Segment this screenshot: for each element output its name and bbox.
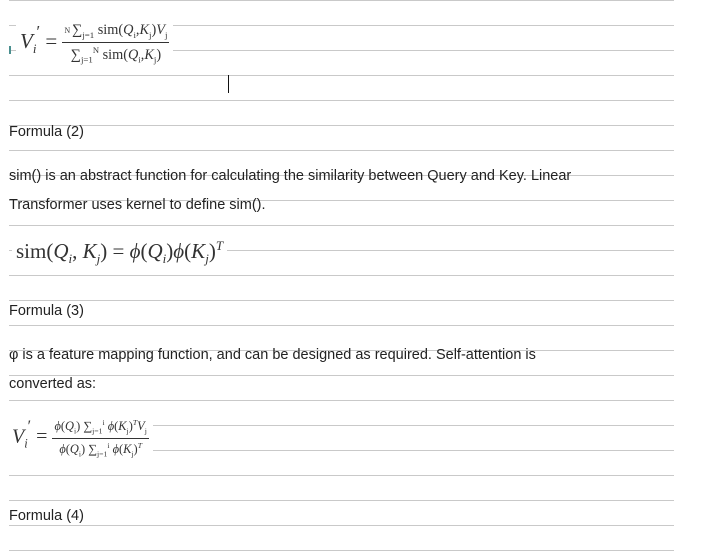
rule-line xyxy=(9,325,674,326)
formula-3-caption: Formula (3) xyxy=(9,303,84,319)
rule-line xyxy=(9,375,674,376)
rule-line xyxy=(9,475,674,476)
paragraph-1-line-1: sim() is an abstract function for calculating the similarity between Query and Key. Linear xyxy=(9,168,572,184)
rule-line xyxy=(9,300,674,301)
ruled-lines-background xyxy=(9,0,674,554)
rule-line xyxy=(9,75,674,76)
formula-2-image[interactable]: $V_i'$ = N $\sum_{j=1}$ $sim(Q_i,K_j)V_j$ $\sum_{j=1}^N$ $sim(Q_i,K_j)$ xyxy=(16,20,173,66)
rule-line xyxy=(9,100,674,101)
formula-3-image[interactable]: $sim(Q_i$, $K_j) = \phi(Q_i)\phi(K_j)^T$ xyxy=(12,238,227,267)
rule-line xyxy=(9,0,674,1)
rule-line xyxy=(9,150,674,151)
formula-4-image[interactable]: $V_i'$ = $\frac{\phi(Q_i) \sum_{j=1}^i \phi(K_j)^TV_j}{\phi(Q_i) \sum_{j=1}^i \phi(K_j)^T}$ xyxy=(8,418,153,458)
paragraph-2-line-1: φ is a feature mapping function, and can be designed as required. Self-attention is xyxy=(9,347,536,363)
rule-line xyxy=(9,550,674,551)
rule-line xyxy=(9,500,674,501)
paragraph-1-line-2: Transformer uses kernel to define sim(). xyxy=(9,197,266,213)
text-cursor xyxy=(228,75,229,93)
paragraph-marker xyxy=(9,46,11,54)
rule-line xyxy=(9,400,674,401)
formula-2-caption: Formula (2) xyxy=(9,124,84,140)
paragraph-2-line-2: converted as: xyxy=(9,376,97,392)
formula-4-caption: Formula (4) xyxy=(9,508,84,524)
rule-line xyxy=(9,225,674,226)
rule-line xyxy=(9,275,674,276)
rule-line xyxy=(9,125,674,126)
rule-line xyxy=(9,525,674,526)
